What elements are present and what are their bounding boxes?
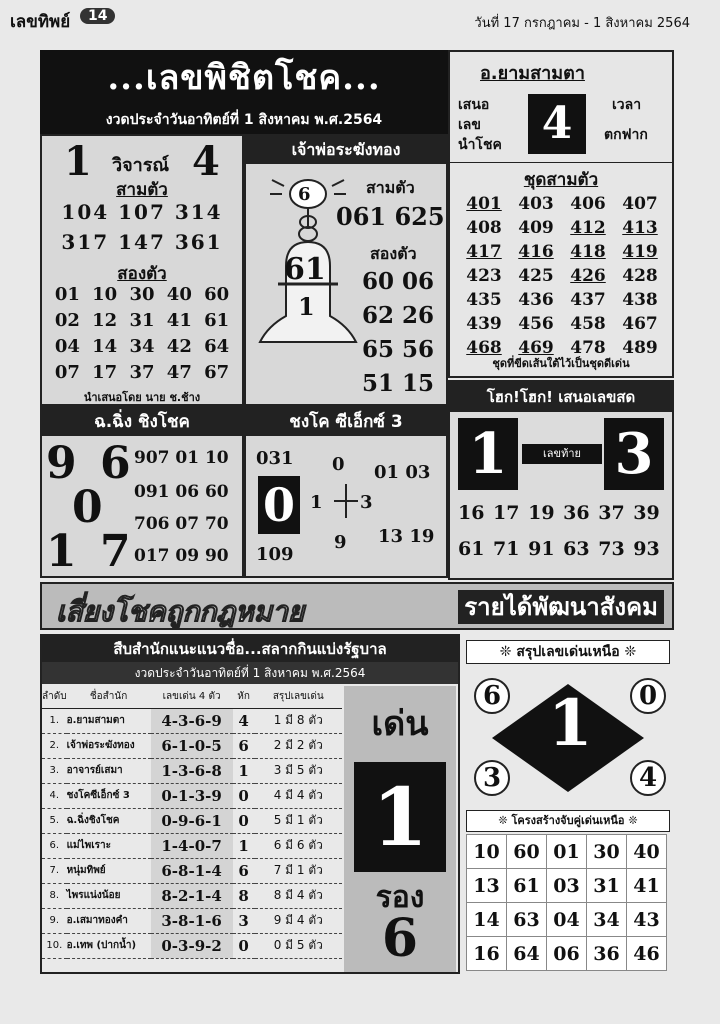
- set-number: 458: [570, 314, 606, 334]
- set-number: 419: [622, 242, 658, 262]
- chongko-value: 0: [332, 454, 345, 475]
- pair-cell: 31: [587, 869, 627, 903]
- set-number: 489: [622, 338, 658, 358]
- yam-word: เลข: [458, 117, 481, 133]
- row-index: 2.: [42, 733, 67, 758]
- col-header: ชื่อสำนัก: [67, 686, 151, 708]
- ching-triplet: 091 06 60: [134, 482, 229, 502]
- four-digit-value: 1-4-0-7: [151, 833, 233, 858]
- results-table: [42, 686, 342, 959]
- office-name: หนุ่มทิพย์: [67, 858, 151, 883]
- pair-cell: 13: [467, 869, 507, 903]
- page-number-badge: 14: [80, 8, 115, 24]
- four-digit-value: 6-1-0-5: [151, 733, 233, 758]
- pair-row: [467, 869, 667, 903]
- banner-right-text: รายได้พัฒนาสังคม: [458, 590, 664, 624]
- chongko-value: 109: [256, 544, 294, 565]
- set-number: 438: [622, 290, 658, 310]
- ching-big-digit: 1: [46, 526, 77, 577]
- row-index: 4.: [42, 783, 67, 808]
- bell-panel-title: เจ้าพ่อระฆังทอง: [246, 136, 446, 164]
- yam-title: อ.ยามสามตา: [480, 63, 585, 84]
- table-row: [42, 833, 342, 858]
- set-number: 426: [570, 266, 606, 286]
- office-name: อ.เทพ (ปากน้ำ): [67, 933, 151, 958]
- chongko-value: 1: [310, 492, 323, 513]
- corner-digit: 6: [474, 678, 510, 714]
- yam-word: เวลา: [612, 97, 642, 113]
- table-row: [42, 908, 342, 933]
- table-title: สืบสำนักแนะแนวชื่อ...สลากกินแบ่งรัฐบาล: [42, 636, 458, 662]
- pair-cell: 36: [587, 937, 627, 971]
- hak-value: 4: [233, 708, 255, 733]
- four-digit-value: 6-8-1-4: [151, 858, 233, 883]
- set-number: 408: [466, 218, 502, 238]
- hak-value: 6: [233, 733, 255, 758]
- set-number: 425: [518, 266, 554, 286]
- table-row: [42, 708, 342, 733]
- lottery-banner: [40, 582, 674, 630]
- divider: [450, 162, 672, 163]
- four-digit-value: 3-8-1-6: [151, 908, 233, 933]
- pair-cell: 64: [507, 937, 547, 971]
- pair-grid: [466, 834, 667, 971]
- set-heading: ชุดสามตัว: [523, 170, 599, 190]
- summary-count: 6 มี 6 ตัว: [255, 833, 342, 858]
- ching-panel: [40, 406, 244, 578]
- office-name: เจ้าพ่อระฆังทอง: [67, 733, 151, 758]
- summary-count: 9 มี 4 ตัว: [255, 908, 342, 933]
- summary-count: 1 มี 8 ตัว: [255, 708, 342, 733]
- set-number: 437: [570, 290, 606, 310]
- col-header: ลำดับ: [42, 686, 67, 708]
- row-index: 5.: [42, 808, 67, 833]
- set-number: 456: [518, 314, 554, 334]
- chongko-value: 13 19: [378, 526, 435, 547]
- set-number: 401: [466, 194, 502, 214]
- set-number: 412: [570, 218, 606, 238]
- vicharn-panel: [40, 134, 244, 406]
- cross-vertical: [345, 484, 347, 518]
- row-index: 6.: [42, 833, 67, 858]
- bell-two-label: สองตัว: [370, 244, 417, 263]
- chongko-value: 01 03: [374, 462, 431, 483]
- yam-word: นำโชค: [458, 137, 502, 153]
- ching-triplet: 706 07 70: [134, 514, 229, 534]
- table-row: [42, 933, 342, 958]
- hot-row: 61 71 91 63 73 93: [458, 538, 660, 560]
- rong-value: 6: [381, 908, 419, 969]
- col-header: สรุปเลขเด่น: [255, 686, 342, 708]
- pair-cell: 40: [627, 835, 667, 869]
- four-digit-value: 8-2-1-4: [151, 883, 233, 908]
- pair-cell: 46: [627, 937, 667, 971]
- magazine-brand: [10, 6, 130, 30]
- set-number: 467: [622, 314, 658, 334]
- set-number: 435: [466, 290, 502, 310]
- row-index: 3.: [42, 758, 67, 783]
- pair-cell: 60: [507, 835, 547, 869]
- pair-row: [467, 937, 667, 971]
- table-row: [42, 883, 342, 908]
- dent-value: 1: [354, 762, 446, 872]
- summary-count: 0 มี 5 ตัว: [255, 933, 342, 958]
- three-digit-row: 104 107 314: [61, 200, 223, 224]
- hak-value: 0: [233, 808, 255, 833]
- pair-cell: 41: [627, 869, 667, 903]
- pair-cell: 03: [547, 869, 587, 903]
- summary-center-digit: 1: [548, 686, 593, 761]
- four-digit-value: 1-3-6-8: [151, 758, 233, 783]
- row-index: 10.: [42, 933, 67, 958]
- bell-number-bottom: 1: [298, 292, 315, 321]
- pair-cell: 16: [467, 937, 507, 971]
- vicharn-big-right: 4: [192, 138, 220, 185]
- corner-digit: 0: [630, 678, 666, 714]
- table-draw-date: งวดประจำวันอาทิตย์ที่ 1 สิงหาคม พ.ศ.2564: [42, 662, 458, 684]
- office-name: ไพรแน่งน้อย: [67, 883, 151, 908]
- ching-title: ฉ.ฉิ่ง ชิงโชค: [42, 408, 242, 436]
- col-header: เลขเด่น 4 ตัว: [151, 686, 233, 708]
- office-name: อ.เสมาทองคำ: [67, 908, 151, 933]
- set-note: ชุดที่ขีดเส้นใต้ไว้เป็นชุดดีเด่น: [492, 357, 630, 370]
- pair-cell: 30: [587, 835, 627, 869]
- row-index: 7.: [42, 858, 67, 883]
- set-number: 409: [518, 218, 554, 238]
- pair-cell: 63: [507, 903, 547, 937]
- corner-digit: 4: [630, 760, 666, 796]
- pair-row: [467, 835, 667, 869]
- summary-panel: [462, 634, 674, 974]
- summary-count: 2 มี 2 ตัว: [255, 733, 342, 758]
- col-header: หัก: [233, 686, 255, 708]
- bell-panel: [244, 134, 448, 406]
- set-number: 468: [466, 338, 502, 358]
- summary-title-text: สรุปเลขเด่นเหนือ: [516, 644, 620, 660]
- chongko-highlight-digit: 0: [258, 476, 300, 534]
- banner-left-text: เสี่ยงโชคถูกกฎหมาย: [56, 595, 305, 628]
- set-number: 469: [518, 338, 554, 358]
- corner-digit: 3: [474, 760, 510, 796]
- summary-count: 8 มี 4 ตัว: [255, 883, 342, 908]
- four-digit-value: 0-3-9-2: [151, 933, 233, 958]
- bell-top-digit: 6: [298, 184, 311, 205]
- dent-box: [344, 686, 456, 972]
- yam-panel: [448, 50, 674, 378]
- hak-value: 1: [233, 758, 255, 783]
- chongko-value: 031: [256, 448, 294, 469]
- set-number: 407: [622, 194, 658, 214]
- hot-panel: [448, 380, 674, 580]
- table-row: [42, 858, 342, 883]
- ching-big-digit: 7: [100, 526, 131, 577]
- office-name: อ.ยามสามตา: [67, 708, 151, 733]
- two-digit-row: 07 17 37 47 67: [54, 362, 230, 383]
- set-number: 436: [518, 290, 554, 310]
- set-number: 428: [622, 266, 658, 286]
- summary-count: 5 มี 1 ตัว: [255, 808, 342, 833]
- two-digit-row: 02 12 31 41 61: [54, 310, 230, 331]
- chongko-title: ชงโค ซีเอ็กซ์ 3: [246, 408, 446, 436]
- pair-grid-title-text: โครงสร้างจับคู่เด่นเหนือ: [511, 814, 625, 827]
- three-digit-row: 317 147 361: [61, 230, 223, 254]
- chongko-value: 9: [334, 532, 347, 553]
- office-summary-table: [40, 634, 460, 974]
- bell-pair: 60 06: [362, 268, 435, 295]
- ching-big-digit: 9: [46, 438, 77, 489]
- office-name: แม่ไพเราะ: [67, 833, 151, 858]
- set-number: 413: [622, 218, 658, 238]
- dent-label: เด่น: [371, 704, 429, 744]
- four-digit-value: 0-9-6-1: [151, 808, 233, 833]
- pair-row: [467, 903, 667, 937]
- pair-cell: 10: [467, 835, 507, 869]
- hot-row: 16 17 19 36 37 39: [458, 502, 660, 524]
- pair-cell: 43: [627, 903, 667, 937]
- set-number: 403: [518, 194, 554, 214]
- set-number: 418: [570, 242, 606, 262]
- hak-value: 6: [233, 858, 255, 883]
- hak-value: 0: [233, 783, 255, 808]
- three-digit-heading: สามตัว: [116, 180, 168, 200]
- yam-word: เสนอ: [458, 97, 490, 113]
- yam-word: ตกฟาก: [604, 127, 648, 143]
- ching-big-digit: 0: [72, 482, 103, 533]
- table-header-row: [42, 686, 342, 708]
- ching-triplet: 017 09 90: [134, 546, 229, 566]
- bell-pair: 65 56: [362, 336, 435, 363]
- pair-cell: 06: [547, 937, 587, 971]
- hak-value: 3: [233, 908, 255, 933]
- office-name: ฉ.ฉิ่งชิงโชค: [67, 808, 151, 833]
- hak-value: 0: [233, 933, 255, 958]
- set-number: 478: [570, 338, 606, 358]
- set-number: 417: [466, 242, 502, 262]
- summary-count: 7 มี 1 ตัว: [255, 858, 342, 883]
- draw-date-line: งวดประจำวันอาทิตย์ที่ 1 สิงหาคม พ.ศ.2564: [40, 106, 448, 134]
- office-name: ชงโคซีเอ็กซ์ 3: [67, 783, 151, 808]
- hot-title: โฮก!โฮก! เสนอเลขสด: [450, 382, 672, 412]
- bell-pair: 51 15: [362, 370, 435, 397]
- ching-triplet: 907 01 10: [134, 448, 229, 468]
- page-title: ...เลขพิชิตโชค...: [40, 50, 448, 106]
- bell-three-label: สามตัว: [366, 178, 415, 197]
- pair-cell: 61: [507, 869, 547, 903]
- row-index: 9.: [42, 908, 67, 933]
- ching-big-digit: 6: [100, 438, 131, 489]
- three-digit-set-grid: [458, 192, 670, 360]
- hak-value: 8: [233, 883, 255, 908]
- hot-right-digit: 3: [604, 418, 664, 490]
- summary-count: 3 มี 5 ตัว: [255, 758, 342, 783]
- pair-grid-title: ❊ โครงสร้างจับคู่เด่นเหนือ ❊: [466, 810, 670, 832]
- rong-label: รอง: [375, 880, 425, 915]
- set-number: 423: [466, 266, 502, 286]
- brand-name: เลขทิพย์: [10, 12, 71, 32]
- two-digit-row: 01 10 30 40 60: [54, 284, 230, 305]
- set-number: 439: [466, 314, 502, 334]
- office-name: อาจารย์เสมา: [67, 758, 151, 783]
- pair-cell: 04: [547, 903, 587, 937]
- vicharn-label: วิจารณ์: [112, 155, 170, 176]
- table-row: [42, 733, 342, 758]
- four-digit-value: 4-3-6-9: [151, 708, 233, 733]
- row-index: 8.: [42, 883, 67, 908]
- set-number: 406: [570, 194, 606, 214]
- two-digit-heading: สองตัว: [117, 264, 167, 284]
- bell-number-top: 61: [284, 252, 326, 287]
- pair-cell: 01: [547, 835, 587, 869]
- summary-title: ❊ สรุปเลขเด่นเหนือ ❊: [466, 640, 670, 664]
- hot-left-digit: 1: [458, 418, 518, 490]
- issue-date: วันที่ 17 กรกฎาคม - 1 สิงหาคม 2564: [474, 16, 690, 31]
- summary-count: 4 มี 4 ตัว: [255, 783, 342, 808]
- table-row: [42, 758, 342, 783]
- last-digit-tag: เลขท้าย: [522, 444, 602, 464]
- yam-lucky-digit: 4: [528, 94, 586, 154]
- table-row: [42, 783, 342, 808]
- set-number: 416: [518, 242, 554, 262]
- pair-cell: 14: [467, 903, 507, 937]
- four-digit-value: 0-1-3-9: [151, 783, 233, 808]
- row-index: 1.: [42, 708, 67, 733]
- table-row: [42, 808, 342, 833]
- two-digit-row: 04 14 34 42 64: [54, 336, 230, 357]
- bell-three-values: 061 625: [336, 202, 445, 231]
- credit-line: นำเสนอโดย นาย ช.ช้าง: [83, 391, 201, 404]
- chongko-value: 3: [360, 492, 373, 513]
- hak-value: 1: [233, 833, 255, 858]
- bell-pair: 62 26: [362, 302, 435, 329]
- vicharn-big-left: 1: [64, 138, 92, 185]
- pair-cell: 34: [587, 903, 627, 937]
- chongko-panel: [244, 406, 448, 578]
